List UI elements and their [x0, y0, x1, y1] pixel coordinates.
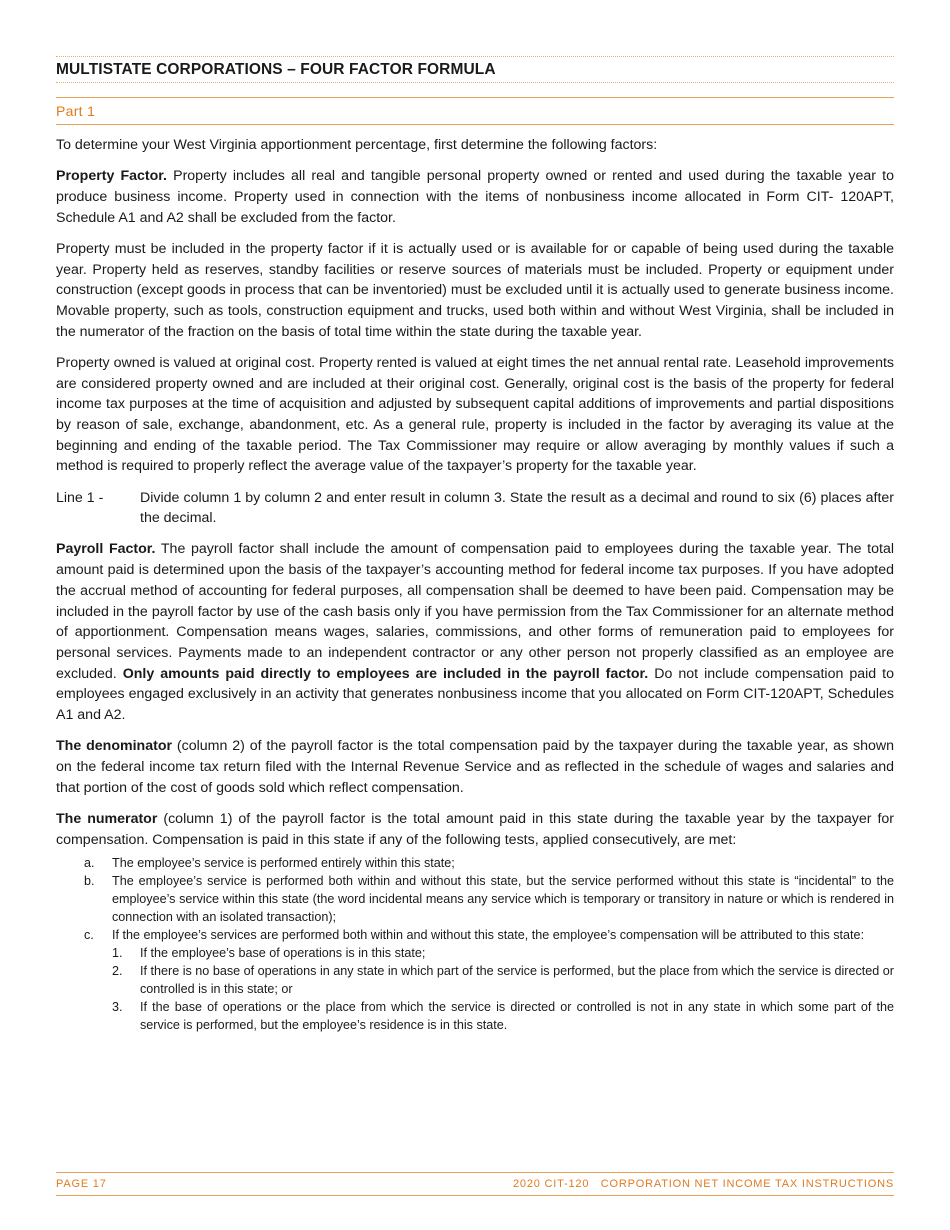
list-item [112, 944, 894, 962]
list-item-text: If the employee’s base of operations is in this state; [140, 946, 426, 961]
list-item-text: If there is no base of operations in any state in which part of the service is performed, but the place from which the service is directed or controlled is in this state; or [140, 964, 894, 997]
document-title: 2020 CIT-120 CORPORATION NET INCOME TAX INSTRUCTIONS [512, 1178, 894, 1190]
page-title: MULTISTATE CORPORATIONS – FOUR FACTOR FORMULA [56, 61, 496, 78]
line-1-instruction [56, 488, 894, 529]
payroll-factor-heading: Payroll Factor. [56, 541, 156, 558]
part-label: Part 1 [56, 103, 96, 119]
list-item-text: If the base of operations or the place from which the service is directed or controlled is not in any state in which some part of the service is performed, but the employee’s residence is in this state. [140, 1000, 894, 1033]
list-marker: 3. [112, 1000, 123, 1015]
payroll-factor-text-2: Do not include compensation paid to employees engaged exclusively in an activity that generates nonbusiness income that you allocated on Form CIT-120APT, Schedules A1 and A2. [56, 665, 894, 724]
title-bar [56, 56, 894, 83]
property-factor-text: Property includes all real and tangible personal property owned or rented and used during the taxable year to produce business income. Property used in connection with the items of nonbusiness income allocated in Form CIT- 120APT, Schedule A1 and A2 shall be excluded from the factor. [56, 168, 894, 226]
property-paragraph-2: Property must be included in the property factor if it is actually used or is available for or capable of being used during the taxable year. Property held as reserves, standby facilities or reserve sources of materials must be included. Property or equipment under construction (except goods in process that can be inventoried) must be excluded until it is actually used to generate business income. Movable property, such as tools, construction equipment and trucks, used both within and without West Virginia, shall be included in the numerator of the fraction on the basis of total time within the state during the taxable year. [56, 240, 894, 340]
list-item [56, 926, 894, 944]
list-item-text: The employee’s service is performed entirely within this state; [112, 856, 455, 871]
list-marker: 2. [112, 964, 123, 979]
denominator-text: (column 2) of the payroll factor is the total compensation paid by the taxpayer during the taxable year, as shown on the federal income tax return filed with the Internal Revenue Service and as reflected in the schedule of wages and salaries and that portion of the cost of goods sold which reflect compensation. [56, 738, 894, 796]
section-bar [56, 97, 894, 125]
numerator-heading: The numerator [56, 810, 158, 827]
line-1-text: Divide column 1 by column 2 and enter result in column 3. State the result as a decimal and round to six (6) places after the decimal. [140, 489, 894, 527]
list-marker: b. [84, 874, 95, 889]
payroll-factor-text-1: The payroll factor shall include the amount of compensation paid to employees during the taxable year. The total amount paid is determined upon the basis of the taxpayer’s accounting method for federal income tax purposes. If you have adopted the accrual method of accounting for federal purposes, all compensation shall be deemed to have been paid. Compensation may be included in the payroll factor by use of the cash basis only if you have permission from the Tax Commissioner for an alternate method of apportionment. Compensation means wages, salaries, commissions, and other forms of remuneration paid to employees for personal services. Payments made to an independent contractor or any other person not properly classified as an employee are excluded. [56, 541, 894, 682]
list-item-text: If the employee’s services are performed both within and without this state, the employee’s compensation will be attributed to this state: [112, 928, 865, 943]
page-footer [56, 1172, 894, 1196]
list-marker: 1. [112, 946, 123, 961]
list-item [56, 872, 894, 926]
list-marker: a. [84, 856, 95, 871]
intro-paragraph: To determine your West Virginia apportionment percentage, first determine the following factors: [56, 137, 658, 153]
list-item-text: The employee’s service is performed both within and without this state, but the service performed without this state is “incidental” to the employee’s service within this state (the word incidental means any service which is temporary or transitory in nature or which is rendered in connection with an isolated transaction); [112, 874, 894, 925]
tests-list [56, 854, 894, 944]
property-paragraph-3: Property owned is valued at original cost. Property rented is valued at eight times the net annual rental rate. Leasehold improvements are considered property owned and are included at their original cost. Generally, original cost is the basis of the property for federal income tax purposes at the time of acquisition and adjusted by subsequent capital additions of improvements and partial dispositions by reason of sale, exchange, abandonment, etc. As a general rule, property is included in the factor by averaging its value at the beginning and ending of the taxable period. The Tax Commissioner may require or allow averaging by monthly values if such a method is required to properly reflect the average value of the taxpayer’s property for the taxable year. [56, 354, 894, 475]
subtests-list [112, 944, 894, 1034]
denominator-heading: The denominator [56, 738, 173, 755]
list-item [112, 998, 894, 1034]
denominator-paragraph [56, 736, 894, 798]
page-number: PAGE 17 [56, 1178, 107, 1190]
list-item [112, 962, 894, 998]
numerator-paragraph [56, 809, 894, 850]
line-1-label: Line 1 - [56, 489, 104, 506]
property-factor-heading: Property Factor. [56, 168, 167, 185]
list-marker: c. [84, 928, 94, 943]
body-text [56, 135, 894, 1034]
property-factor-paragraph [56, 166, 894, 228]
list-item [56, 854, 894, 872]
payroll-factor-bold-note: Only amounts paid directly to employees are included in the payroll factor. [122, 665, 649, 682]
numerator-text: (column 1) of the payroll factor is the total amount paid in this state during the taxable year by the taxpayer for compensation. Compensation is paid in this state if any of the following tests, applied consecutively, are met: [56, 810, 894, 848]
payroll-factor-paragraph [56, 539, 894, 725]
